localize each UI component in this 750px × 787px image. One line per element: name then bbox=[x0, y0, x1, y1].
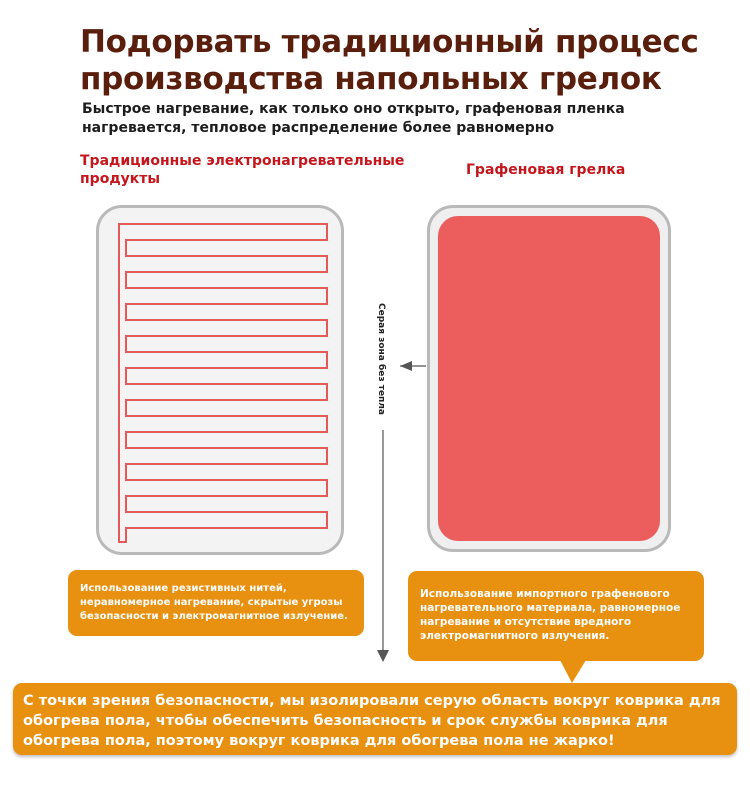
safety-note-box bbox=[13, 683, 737, 755]
page-title: Подорвать традиционный процесс производства напольных грелок bbox=[80, 24, 699, 97]
safety-note: С точки зрения безопасности, мы изолировали серую область вокруг коврика для обогрева пола, чтобы обеспечить безопасность и срок службы коврика для обогрева пола, поэтому вокруг коврика для обогрева пола не жарко! bbox=[23, 693, 721, 749]
resistive-heating-wire bbox=[119, 224, 327, 542]
traditional-description-box bbox=[68, 570, 364, 636]
traditional-label: Традиционные электронагревательные продукты bbox=[80, 153, 405, 187]
graphene-description-box bbox=[408, 571, 704, 661]
graphene-description: Использование импортного графенового нагревательного материала, равномерное нагревание и отсутствие вредного электромагнитного излучения. bbox=[420, 588, 681, 642]
callout-tail bbox=[560, 660, 586, 683]
page-subtitle: Быстрое нагревание, как только оно открыто, графеновая пленка нагревается, тепловое распределение более равномерно bbox=[82, 101, 625, 136]
gray-zone-arrow-head bbox=[377, 650, 389, 662]
graphene-label: Графеновая грелка bbox=[466, 162, 626, 178]
gray-zone-pointer-head bbox=[400, 361, 412, 371]
traditional-description: Использование резистивных нитей, неравномерное нагревание, скрытые угрозы безопасности и электромагнитное излучение. bbox=[80, 583, 348, 622]
gray-zone-label: Серая зона без тепла bbox=[376, 303, 386, 415]
